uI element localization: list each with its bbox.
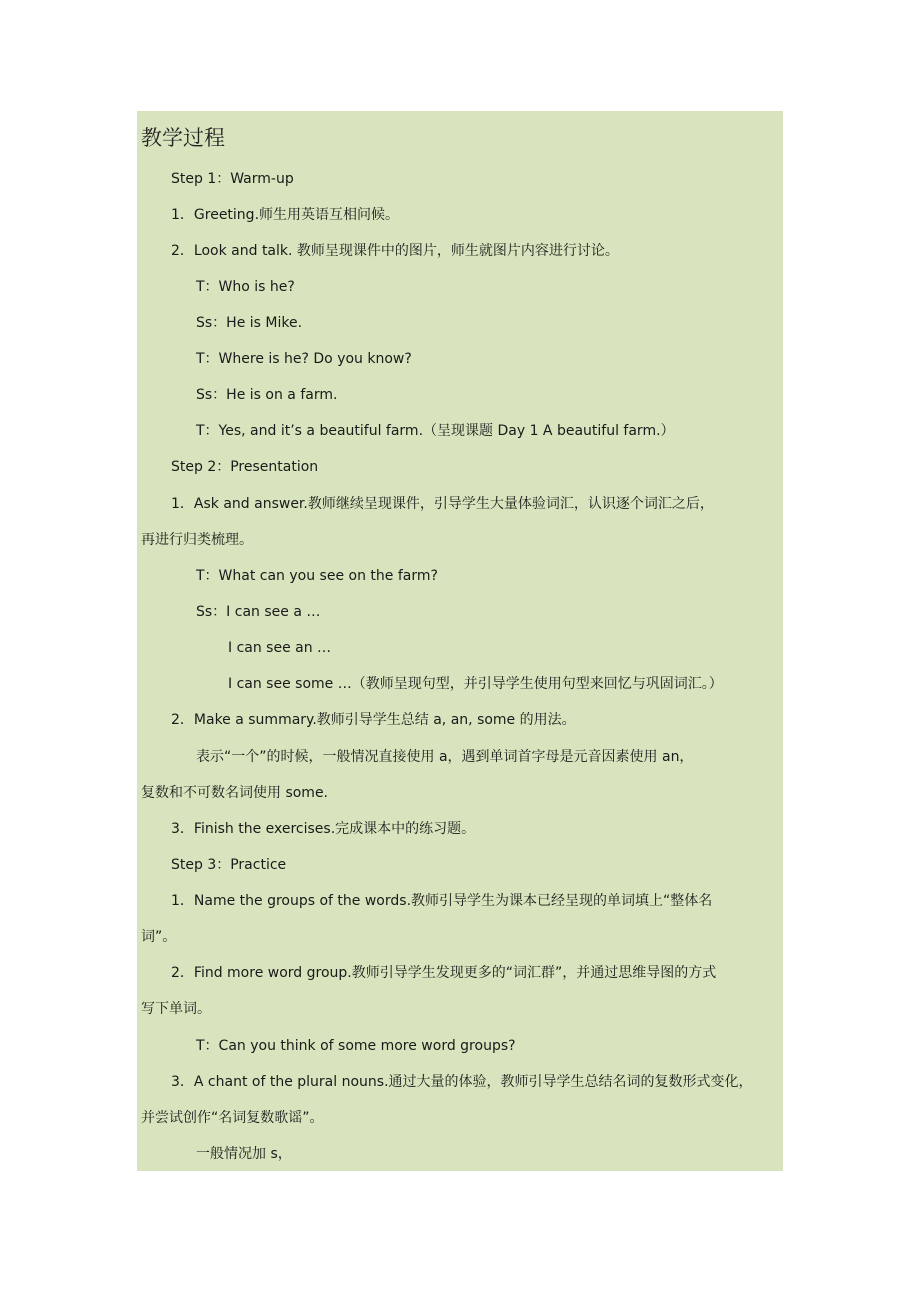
summary-note: 表示“一个”的时候，一般情况直接使用 a，遇到单词首字母是元音因素使用 an，	[196, 749, 694, 765]
step2-heading: Step 2：Presentation	[171, 459, 319, 475]
step3-heading: Step 3：Practice	[171, 857, 287, 873]
dialogue-line: Ss：He is on a farm.	[196, 387, 338, 403]
step3-item2-cont: 写下单词。	[141, 1001, 211, 1017]
dialogue-line: T：Yes, and it’s a beautiful farm.（呈现课题 Day 1 A beautiful farm.）	[196, 423, 675, 439]
dialogue-line: Ss：I can see a …	[196, 604, 321, 620]
summary-note-cont: 复数和不可数名词使用 some.	[141, 785, 329, 801]
document-page	[137, 111, 783, 1171]
step2-item2: 2．Make a summary.教师引导学生总结 a, an, some 的用法。	[171, 712, 576, 728]
page-title: 教学过程	[141, 126, 225, 150]
dialogue-line: T：Can you think of some more word groups?	[196, 1038, 516, 1054]
dialogue-line: T：Where is he? Do you know?	[196, 351, 412, 367]
step3-item1: 1．Name the groups of the words.教师引导学生为课本已经呈现的单词填上“整体名	[171, 893, 713, 909]
answer-line: I can see some …（教师呈现句型，并引导学生使用句型来回忆与巩固词汇。）	[228, 676, 723, 692]
step3-item2: 2．Find more word group.教师引导学生发现更多的“词汇群”，并通过思维导图的方式	[171, 965, 717, 981]
plural-rule: 一般情况加 s，	[196, 1146, 292, 1162]
step2-item3: 3．Finish the exercises.完成课本中的练习题。	[171, 821, 476, 837]
step3-item1-cont: 词”。	[141, 929, 177, 945]
step1-item1: 1．Greeting.师生用英语互相问候。	[171, 207, 400, 223]
step3-item3: 3．A chant of the plural nouns.通过大量的体验，教师引导学生总结名词的复数形式变化，	[171, 1074, 753, 1090]
dialogue-line: T：Who is he?	[196, 279, 295, 295]
step1-heading: Step 1：Warm-up	[171, 171, 294, 187]
dialogue-line: T：What can you see on the farm?	[196, 568, 438, 584]
step3-item3-cont: 并尝试创作“名词复数歌谣”。	[141, 1110, 324, 1126]
step2-item1-cont: 再进行归类梳理。	[141, 532, 253, 548]
step2-item1: 1．Ask and answer.教师继续呈现课件，引导学生大量体验词汇，认识逐个词汇之后，	[171, 496, 714, 512]
answer-line: I can see an …	[228, 640, 332, 656]
step1-item2: 2．Look and talk. 教师呈现课件中的图片，师生就图片内容进行讨论。	[171, 243, 619, 259]
dialogue-line: Ss：He is Mike.	[196, 315, 303, 331]
